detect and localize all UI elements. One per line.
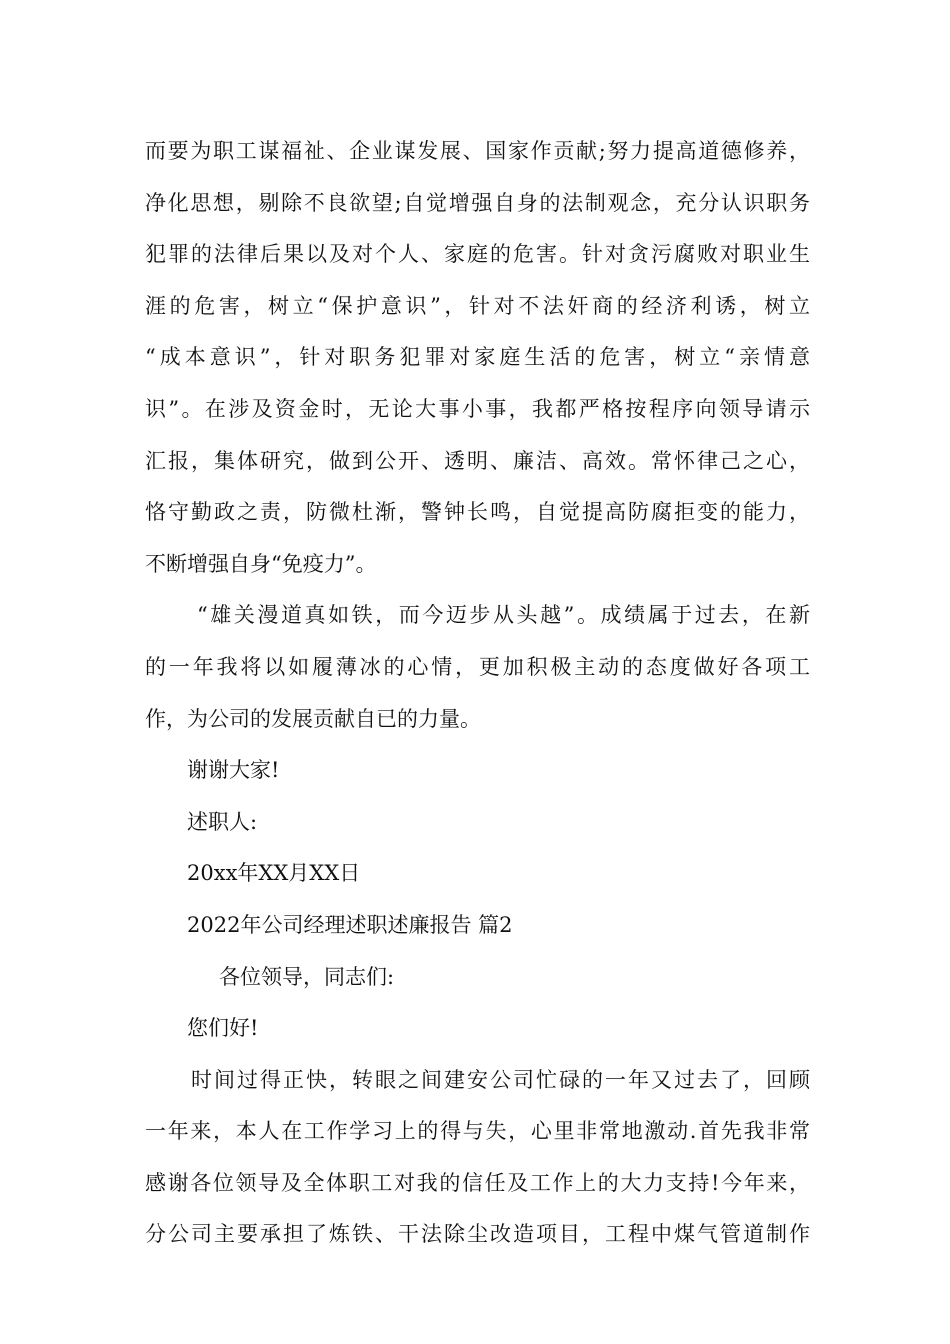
closing-thanks: 谢谢大家! xyxy=(187,758,280,783)
text-line: 作，为公司的发展贡献自已的力量。 xyxy=(145,706,481,731)
text-line: 汇报，集体研究，做到公开、透明、廉洁、高效。常怀律己之心， xyxy=(145,448,810,473)
text-line: 犯罪的法律后果以及对个人、家庭的危害。针对贪污腐败对职业生 xyxy=(145,242,810,267)
text-line: “雄关漫道真如铁，而今迈步从头越”。成绩属于过去，在新 xyxy=(197,603,810,628)
document-body xyxy=(145,126,810,1261)
text-line: 而要为职工谋福祉、企业谋发展、国家作贡献;努力提高道德修养， xyxy=(145,139,810,163)
text-line: “成本意识”，针对职务犯罪对家庭生活的危害，树立“亲情意 xyxy=(145,345,810,370)
text-line: 涯的危害，树立“保护意识”，针对不法奸商的经济利诱，树立 xyxy=(145,293,810,318)
reporter-label: 述职人: xyxy=(187,809,258,834)
greeting: 您们好! xyxy=(187,1016,259,1041)
text-line: 不断增强自身“免疫力”。 xyxy=(145,551,377,576)
section-title: 2022年公司经理述职述廉报告 篇2 xyxy=(187,912,513,937)
text-line: 时间过得正快，转眼之间建安公司忙碌的一年又过去了，回顾 xyxy=(191,1067,810,1092)
text-line: 分公司主要承担了炼铁、干法除尘改造项目，工程中煤气管道制作 xyxy=(145,1222,810,1247)
text-line: 恪守勤政之责，防微杜渐，警钟长鸣，自觉提高防腐拒变的能力， xyxy=(145,500,810,525)
text-line: 净化思想，剔除不良欲望;自觉增强自身的法制观念，充分认识职务 xyxy=(145,190,810,215)
text-line: 感谢各位领导及全体职工对我的信任及工作上的大力支持!今年来， xyxy=(145,1170,810,1195)
text-line: 一年来，本人在工作学习上的得与失，心里非常地激动.首先我非常 xyxy=(145,1119,810,1144)
report-date: 20xx年XX月XX日 xyxy=(187,861,361,886)
salutation: 各位领导，同志们: xyxy=(219,964,395,989)
text-line: 识”。在涉及资金时，无论大事小事，我都严格按程序向领导请示 xyxy=(145,396,810,421)
text-line: 的一年我将以如履薄冰的心情，更加积极主动的态度做好各项工 xyxy=(145,654,810,679)
